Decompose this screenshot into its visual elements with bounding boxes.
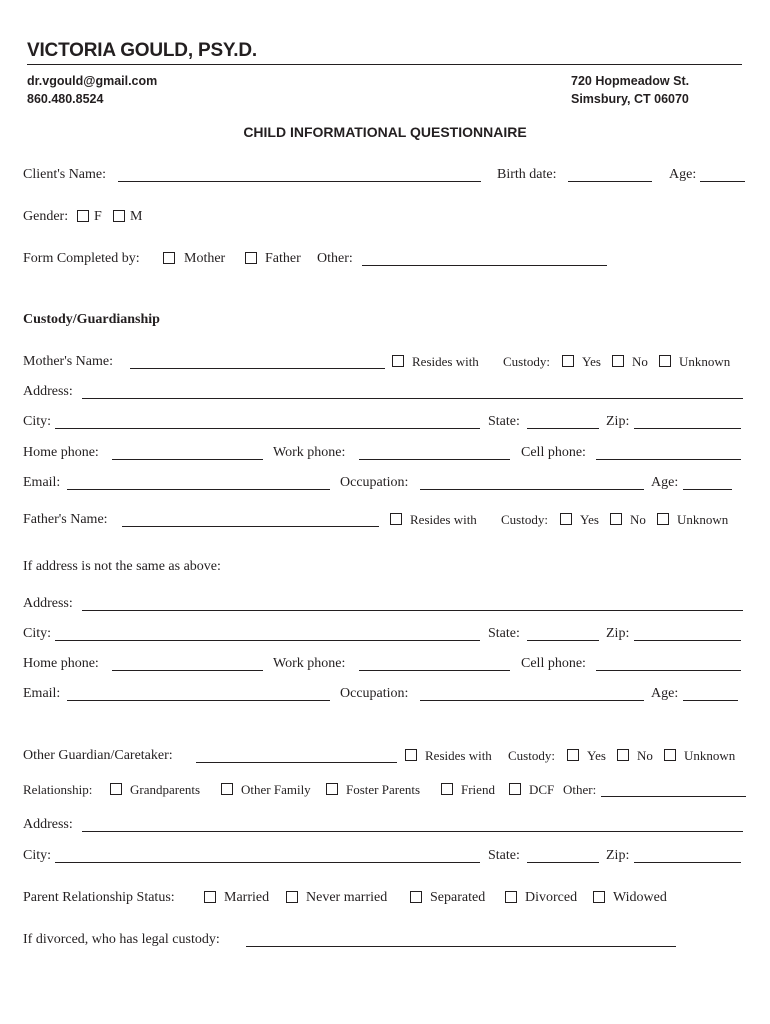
completed-mother-checkbox[interactable] (163, 252, 175, 264)
guardian-city-field[interactable] (55, 862, 480, 863)
status-never-married-checkbox[interactable] (286, 891, 298, 903)
status-separated-checkbox[interactable] (410, 891, 422, 903)
completed-other-field[interactable] (362, 265, 607, 266)
mothers-name-field[interactable] (130, 368, 385, 369)
gender-m-label: M (130, 209, 143, 224)
father-work-phone-field[interactable] (359, 670, 510, 671)
relationship-grandparents-label: Grandparents (130, 782, 201, 797)
mother-custody-unknown-label: Unknown (679, 354, 731, 369)
father-city-label: City: (23, 626, 52, 641)
father-home-phone-label: Home phone: (23, 656, 99, 671)
completed-mother-label: Mother (184, 251, 226, 266)
guardian-zip-field[interactable] (634, 862, 741, 863)
father-state-field[interactable] (527, 640, 599, 641)
relationship-friend-label: Friend (461, 782, 495, 797)
mother-email-field[interactable] (67, 489, 330, 490)
father-custody-no-label: No (630, 512, 646, 527)
father-custody-yes-checkbox[interactable] (560, 513, 572, 525)
father-city-field[interactable] (55, 640, 480, 641)
guardian-custody-unknown-checkbox[interactable] (664, 749, 676, 761)
father-address-label: Address: (23, 596, 73, 611)
father-custody-unknown-label: Unknown (677, 512, 729, 527)
guardian-address-label: Address: (23, 817, 73, 832)
relationship-grandparents-checkbox[interactable] (110, 783, 122, 795)
father-state-label: State: (488, 626, 520, 641)
relationship-foster-checkbox[interactable] (326, 783, 338, 795)
status-widowed-checkbox[interactable] (593, 891, 605, 903)
mother-home-phone-field[interactable] (112, 459, 263, 460)
father-custody-yes-label: Yes (580, 512, 599, 527)
mother-age-field[interactable] (683, 489, 732, 490)
guardian-state-field[interactable] (527, 862, 599, 863)
completed-father-checkbox[interactable] (245, 252, 257, 264)
guardian-resides-label: Resides with (425, 748, 492, 763)
completed-other-label: Other: (317, 251, 353, 266)
mother-address-label: Address: (23, 384, 73, 399)
mother-custody-no-checkbox[interactable] (612, 355, 624, 367)
mother-cell-phone-label: Cell phone: (521, 445, 586, 460)
guardian-custody-yes-checkbox[interactable] (567, 749, 579, 761)
relationship-dcf-label: DCF (529, 782, 555, 797)
father-custody-unknown-checkbox[interactable] (657, 513, 669, 525)
relationship-foster-label: Foster Parents (346, 782, 421, 797)
mother-email-label: Email: (23, 475, 61, 490)
mother-home-phone-label: Home phone: (23, 445, 99, 460)
address-line2: Simsbury, CT 06070 (571, 92, 689, 106)
client-age-field[interactable] (700, 181, 745, 182)
father-age-label: Age: (651, 686, 679, 701)
father-address-note: If address is not the same as above: (23, 559, 221, 574)
mother-zip-label: Zip: (606, 414, 630, 429)
mother-custody-label: Custody: (503, 354, 550, 369)
status-divorced-label: Divorced (525, 890, 578, 905)
guardian-name-field[interactable] (196, 762, 397, 763)
mother-state-field[interactable] (527, 428, 599, 429)
completed-by-label: Form Completed by: (23, 251, 140, 266)
father-resides-checkbox[interactable] (390, 513, 402, 525)
mother-occupation-field[interactable] (420, 489, 644, 490)
mother-zip-field[interactable] (634, 428, 741, 429)
status-widowed-label: Widowed (613, 890, 667, 905)
father-age-field[interactable] (683, 700, 738, 701)
relationship-dcf-checkbox[interactable] (509, 783, 521, 795)
mother-occupation-label: Occupation: (340, 475, 409, 490)
father-zip-field[interactable] (634, 640, 741, 641)
status-divorced-checkbox[interactable] (505, 891, 517, 903)
guardian-custody-label: Custody: (508, 748, 555, 763)
client-name-field[interactable] (118, 181, 481, 182)
guardian-custody-yes-label: Yes (587, 748, 606, 763)
mother-state-label: State: (488, 414, 520, 429)
mother-city-label: City: (23, 414, 52, 429)
relationship-other-field[interactable] (601, 796, 746, 797)
relationship-other-family-checkbox[interactable] (221, 783, 233, 795)
practitioner-name: VICTORIA GOULD, PSY.D. (27, 40, 257, 61)
guardian-city-label: City: (23, 848, 52, 863)
mother-custody-no-label: No (632, 354, 648, 369)
mother-custody-unknown-checkbox[interactable] (659, 355, 671, 367)
father-cell-phone-label: Cell phone: (521, 656, 586, 671)
father-occupation-label: Occupation: (340, 686, 409, 701)
parent-status-label: Parent Relationship Status: (23, 890, 175, 905)
form-title: CHILD INFORMATIONAL QUESTIONNAIRE (243, 124, 527, 140)
fathers-name-label: Father's Name: (23, 512, 108, 527)
gender-m-checkbox[interactable] (113, 210, 125, 222)
father-custody-label: Custody: (501, 512, 548, 527)
status-never-married-label: Never married (306, 890, 388, 905)
completed-father-label: Father (265, 251, 301, 266)
legal-custody-label: If divorced, who has legal custody: (23, 932, 220, 947)
gender-f-checkbox[interactable] (77, 210, 89, 222)
legal-custody-field[interactable] (246, 946, 676, 947)
mother-custody-yes-label: Yes (582, 354, 601, 369)
status-married-label: Married (224, 890, 270, 905)
father-resides-label: Resides with (410, 512, 477, 527)
guardian-address-field[interactable] (82, 831, 743, 832)
contact-email: dr.vgould@gmail.com (27, 74, 158, 88)
father-home-phone-field[interactable] (112, 670, 263, 671)
mother-work-phone-field[interactable] (359, 459, 510, 460)
relationship-friend-checkbox[interactable] (441, 783, 453, 795)
father-work-phone-label: Work phone: (273, 656, 346, 671)
father-cell-phone-field[interactable] (596, 670, 741, 671)
father-occupation-field[interactable] (420, 700, 644, 701)
status-married-checkbox[interactable] (204, 891, 216, 903)
mother-address-field[interactable] (82, 398, 743, 399)
mothers-name-label: Mother's Name: (23, 354, 114, 369)
client-age-label: Age: (669, 167, 697, 182)
header-rule (27, 64, 742, 65)
mother-resides-label: Resides with (412, 354, 479, 369)
client-name-label: Client's Name: (23, 167, 107, 182)
mother-age-label: Age: (651, 475, 679, 490)
guardian-custody-no-label: No (637, 748, 653, 763)
guardian-custody-unknown-label: Unknown (684, 748, 736, 763)
mother-cell-phone-field[interactable] (596, 459, 741, 460)
mother-city-field[interactable] (55, 428, 480, 429)
guardian-zip-label: Zip: (606, 848, 630, 863)
guardian-state-label: State: (488, 848, 520, 863)
contact-phone: 860.480.8524 (27, 92, 104, 106)
birth-date-field[interactable] (568, 181, 652, 182)
status-separated-label: Separated (430, 890, 486, 905)
father-email-label: Email: (23, 686, 61, 701)
father-email-field[interactable] (67, 700, 330, 701)
mother-custody-yes-checkbox[interactable] (562, 355, 574, 367)
fathers-name-field[interactable] (122, 526, 379, 527)
relationship-other-family-label: Other Family (241, 782, 311, 797)
custody-heading: Custody/Guardianship (23, 312, 160, 327)
guardian-custody-no-checkbox[interactable] (617, 749, 629, 761)
father-zip-label: Zip: (606, 626, 630, 641)
father-address-field[interactable] (82, 610, 743, 611)
guardian-resides-checkbox[interactable] (405, 749, 417, 761)
mother-work-phone-label: Work phone: (273, 445, 346, 460)
relationship-label: Relationship: (23, 782, 93, 797)
gender-f-label: F (94, 209, 102, 224)
relationship-other-label: Other: (563, 782, 597, 797)
father-custody-no-checkbox[interactable] (610, 513, 622, 525)
mother-resides-checkbox[interactable] (392, 355, 404, 367)
gender-label: Gender: (23, 209, 69, 224)
address-line1: 720 Hopmeadow St. (571, 74, 690, 88)
guardian-label: Other Guardian/Caretaker: (23, 748, 173, 763)
birth-date-label: Birth date: (497, 167, 557, 182)
